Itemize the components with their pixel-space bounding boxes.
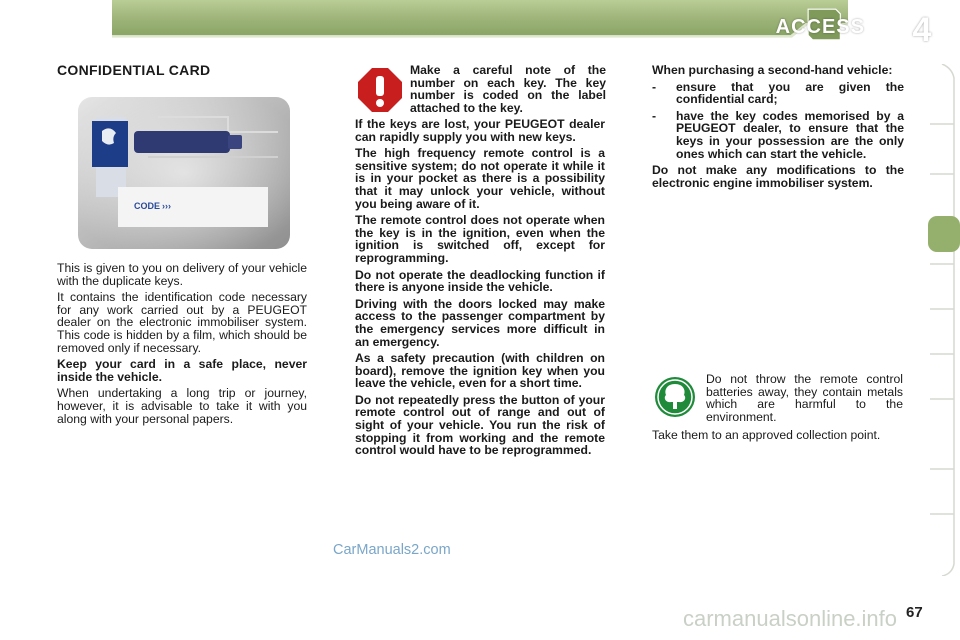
exclamation-warning-icon [356, 66, 404, 114]
paragraph: This is given to you on delivery of your vehicle with the duplicate keys. [57, 261, 307, 288]
confidential-card-illustration [78, 97, 290, 249]
paragraph-emphasis: Keep your card in a safe place, never inside the vehicle. [57, 357, 307, 384]
paragraph: Do not operate the deadlocking function if there is anyone inside the vehicle. [355, 267, 605, 295]
paragraph: When purchasing a second-hand vehicle: [652, 63, 893, 77]
card-description [57, 262, 307, 429]
list-dash: - [652, 108, 657, 123]
paragraph: As a safety precaution (with children on board), remove the ignition key when you leave the vehicle, even for a short time. [355, 351, 605, 391]
collection-point-note: Take them to an approved collection point. [652, 428, 881, 442]
paragraph: If the keys are lost, your PEUGEOT dealer can rapidly supply you with new keys. [355, 117, 605, 144]
watermark-carmanualsonline: carmanualsonline.info [683, 606, 898, 631]
key-note-intro: Make a careful note of the number on each key. The key number is coded on the label attached to the key. [410, 63, 606, 115]
section-title: CONFIDENTIAL CARD [57, 62, 211, 78]
second-hand-vehicle-advice [652, 64, 904, 193]
chapter-title: ACCESS [775, 16, 865, 38]
list-item [652, 110, 904, 160]
chapter-number: 4 [912, 11, 932, 49]
card-code-label: CODE [134, 201, 161, 211]
remote-control-warnings [355, 118, 605, 461]
paragraph: When undertaking a long trip or journey, however, it is advisable to take it with you along with your personal papers. [57, 386, 307, 426]
list-item [652, 81, 904, 106]
list-dash: - [652, 79, 657, 94]
paragraph: The remote control does not operate when the key is in the ignition, even when the ignition is switched off, except for reprogramming. [355, 213, 605, 265]
paragraph: Driving with the doors locked may make access to the passenger compartment by the emergency services more difficult in an emergency. [355, 296, 605, 349]
active-chapter-tab [928, 216, 960, 252]
list-item-text: have the key codes memorised by a PEUGEOT dealer, to ensure that the keys in your possession are the only ones which can start the vehicle. [676, 108, 904, 161]
paragraph: Do not repeatedly press the button of your remote control out of range and out of sight of your vehicle. You run the risk of stopping it from working and the remote control would have to be reprogrammed. [355, 392, 605, 458]
page-number: 67 [906, 604, 923, 621]
list-item-text: ensure that you are given the confidential card; [676, 79, 904, 107]
paragraph: Do not make any modifications to the electronic engine immobiliser system. [652, 163, 904, 190]
paragraph: It contains the identification code necessary for any work carried out by a PEUGEOT dealer on the electronic immobiliser system. This code is hidden by a film, which should be removed only if necessary. [57, 290, 307, 355]
battery-disposal-note: Do not throw the remote control batteries away, they contain metals which are harmful to the environment. [706, 372, 903, 424]
chapter-edge-tabs [928, 64, 960, 576]
svg-text:›››: ››› [162, 201, 171, 211]
tree-environment-icon [654, 376, 696, 418]
watermark-carmanuals: CarManuals2.com [333, 542, 451, 558]
paragraph: The high frequency remote control is a sensitive system; do not operate it while it is in your pocket as there is a possibility that it may unlock your vehicle, without you being aware of it. [355, 146, 605, 211]
